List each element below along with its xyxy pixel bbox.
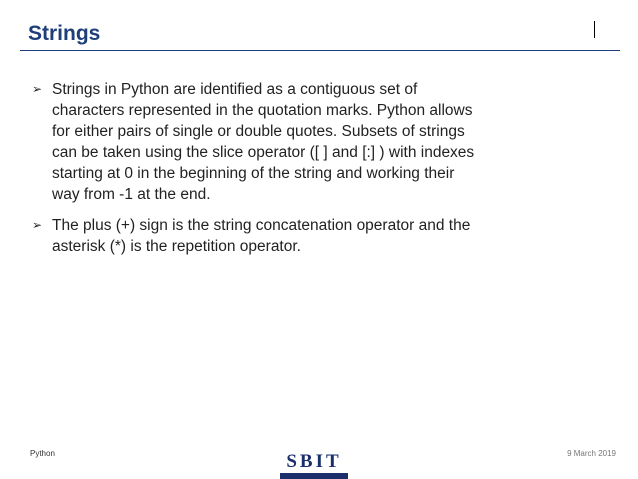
bullet-item — [32, 79, 482, 205]
bullet-list — [32, 79, 482, 267]
arrowhead-bullet-icon: ➢ — [32, 82, 43, 96]
bullet-text: Strings in Python are identified as a contiguous set of characters represented in the quotation marks. Python allows for either pairs of single or double quotes. Subsets of strings can be taken using the slice operator ([ ] and [:] ) with indexes starting at 0 in the beginning of the string and working their way from -1 at the end. — [52, 81, 475, 203]
text-cursor-mark — [594, 21, 595, 38]
sbit-logo — [276, 452, 352, 479]
footer-course-label: Python — [30, 449, 55, 458]
title-underline — [20, 50, 620, 51]
logo-bar — [280, 473, 348, 479]
footer-date: 9 March 2019 — [567, 449, 616, 458]
slide-title: Strings — [28, 22, 101, 45]
arrowhead-bullet-icon: ➢ — [32, 218, 43, 232]
logo-text: SBIT — [286, 451, 342, 472]
bullet-item — [32, 215, 482, 257]
bullet-text: The plus (+) sign is the string concatenation operator and the asterisk (*) is the repetition operator. — [52, 217, 471, 255]
